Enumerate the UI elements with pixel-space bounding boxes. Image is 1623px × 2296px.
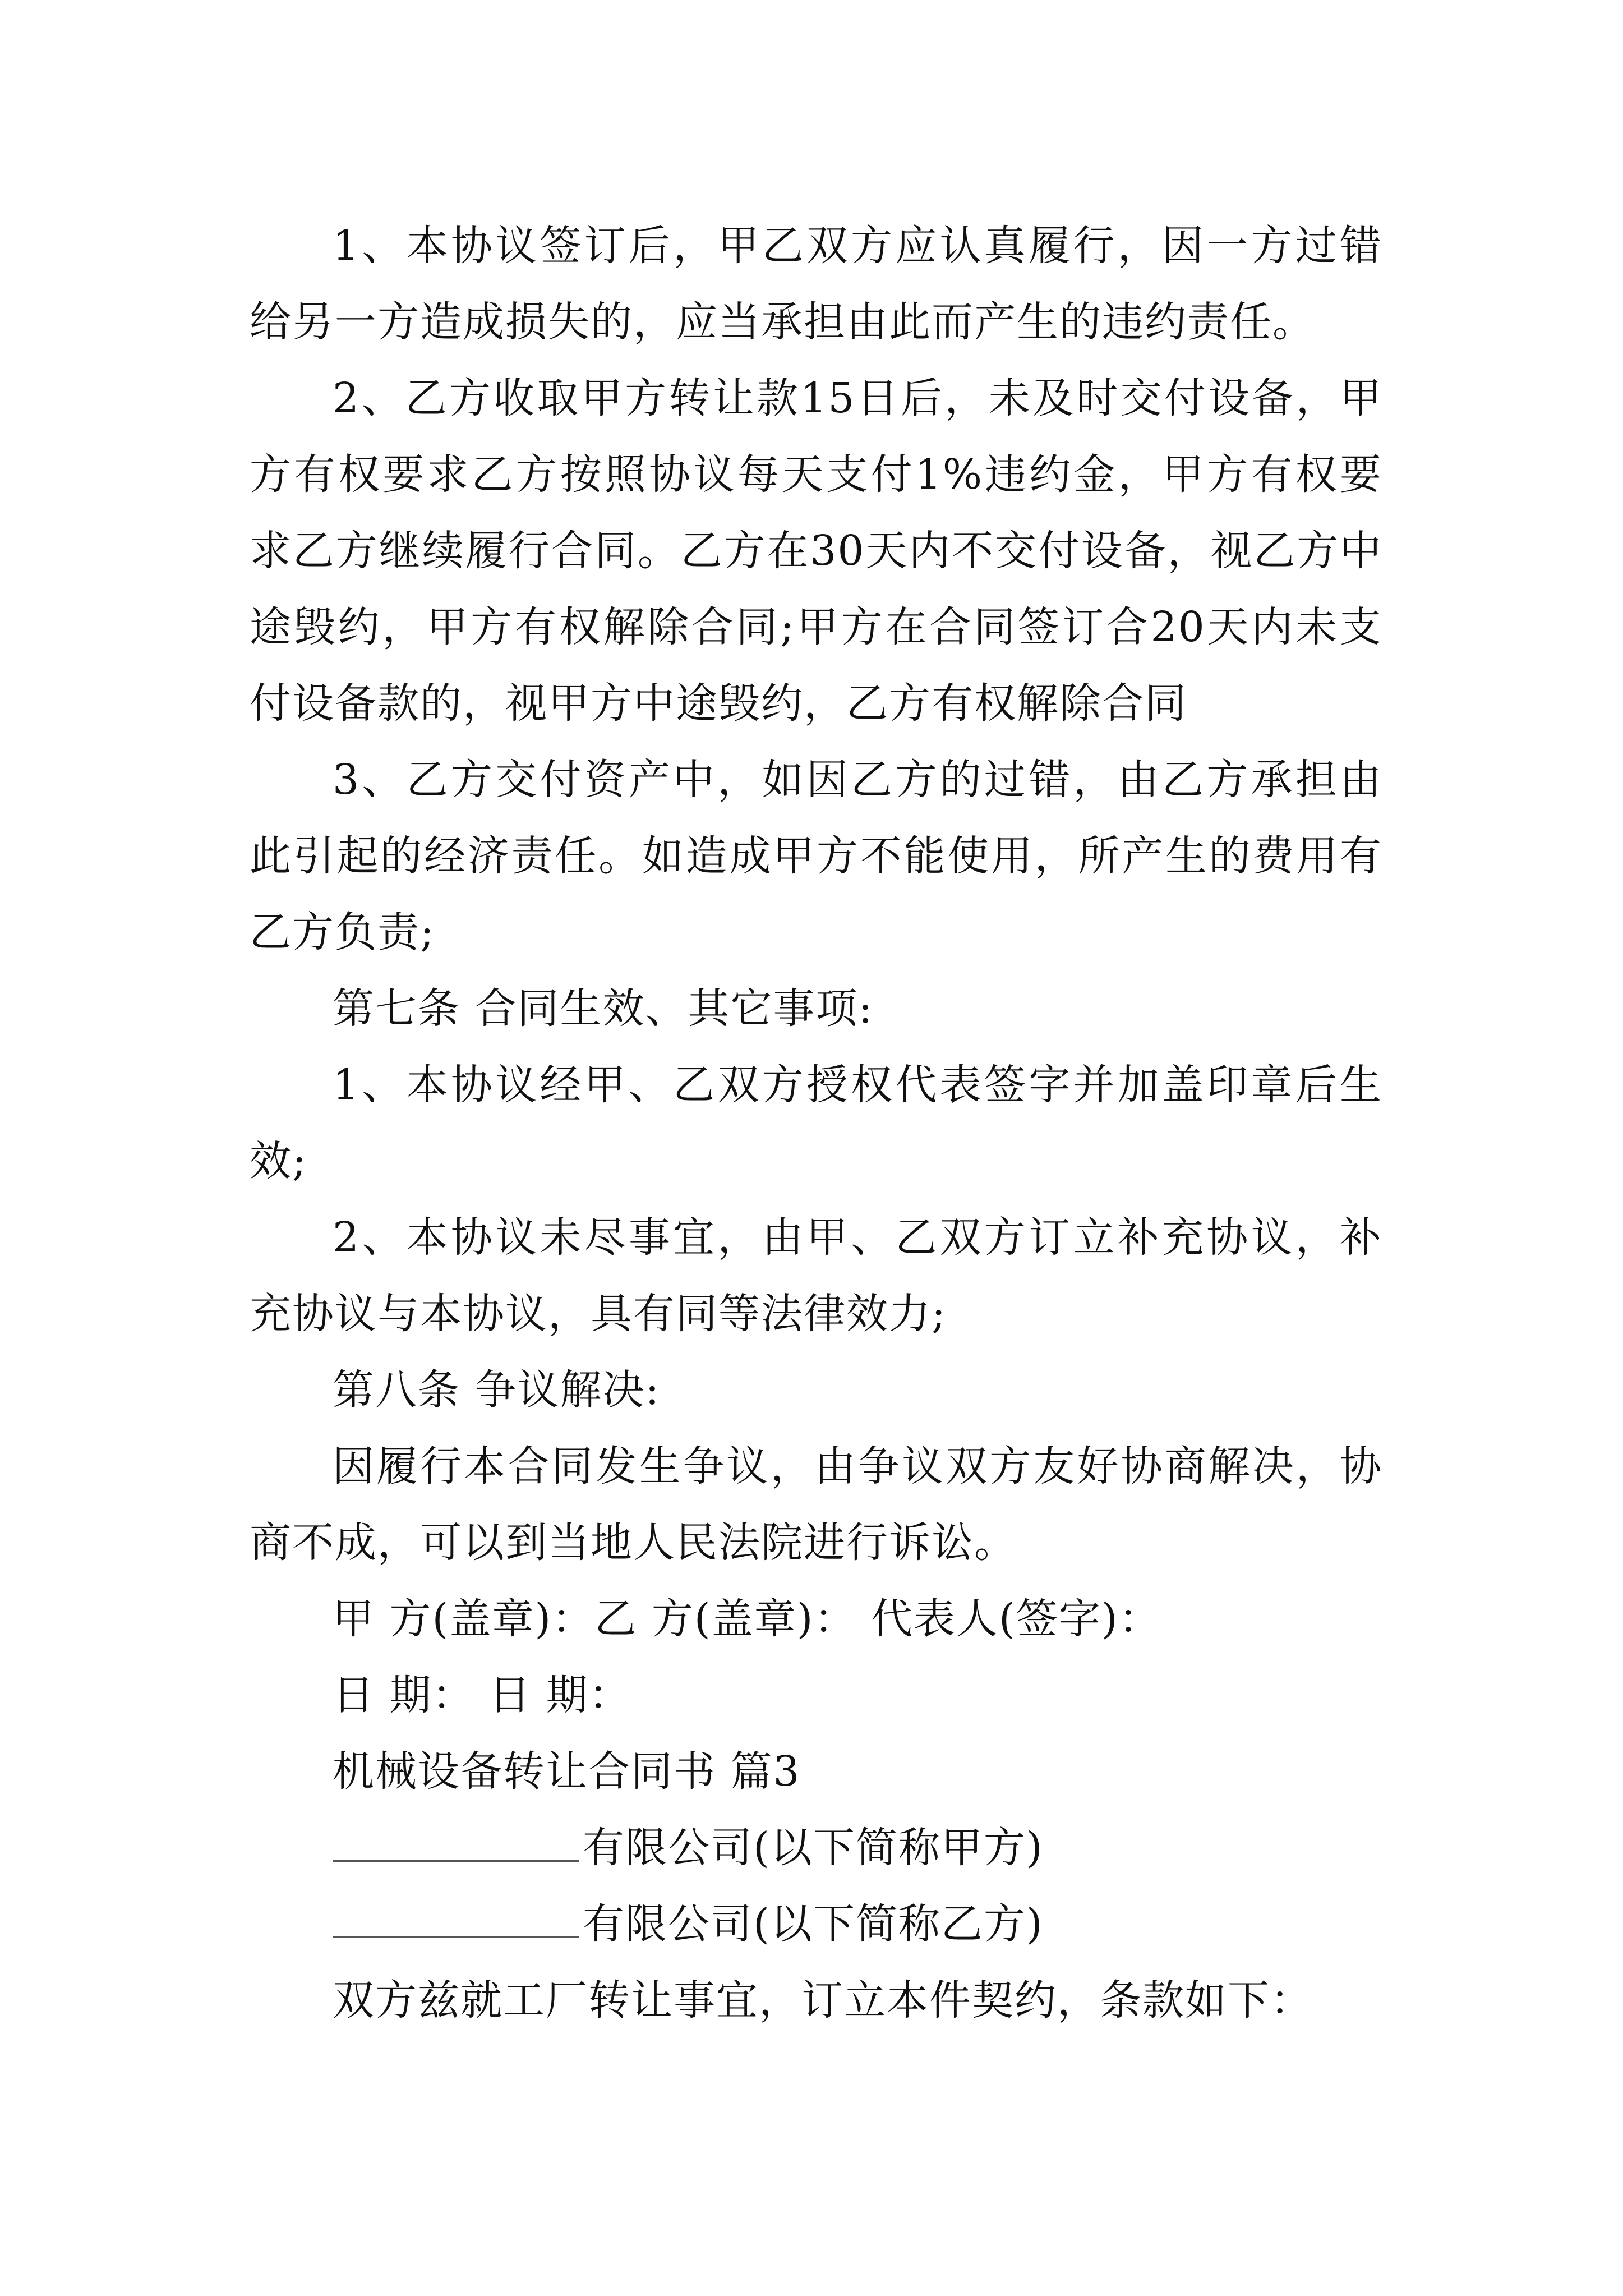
party-b-line (250, 1886, 1382, 1962)
party-b-label: 有限公司(以下简称乙方) (583, 1900, 1044, 1948)
paragraph-supplementary-agreement: 2、本协议未尽事宜，由甲、乙双方订立补充协议，补充协议与本协议，具有同等法律效力; (250, 1213, 1382, 1338)
paragraph-effectiveness: 1、本协议经甲、乙双方授权代表签字并加盖印章后生效; (250, 1061, 1382, 1185)
section-title: 机械设备转让合同书 篇3 (333, 1747, 801, 1796)
terms-intro: 双方兹就工厂转让事宜，订立本件契约，条款如下： (333, 1976, 1313, 2024)
party-a-line (250, 1810, 1382, 1886)
paragraph-delivery-penalty: 2、乙方收取甲方转让款15日后，未及时交付设备，甲方有权要求乙方按照协议每天支付1%违约金，甲方有权要求乙方继续履行合同。乙方在30天内不交付设备，视乙方中途毁约，甲方有权解除合同;甲方在合同签订合20天内未支付设备款的，视甲方中途毁约，乙方有权解除合同 (250, 374, 1382, 728)
paragraph-breach-liability: 1、本协议签订后，甲乙双方应认真履行，因一方过错给另一方造成损失的，应当承担由此而产生的违约责任。 (250, 222, 1382, 346)
date-line: 日 期： 日 期： (333, 1671, 631, 1719)
party-a-blank (333, 1826, 579, 1862)
paragraph-asset-responsibility: 3、乙方交付资产中，如因乙方的过错，由乙方承担由此引起的经济责任。如造成甲方不能使用，所产生的费用有乙方负责; (250, 756, 1382, 956)
article-seven-heading: 第七条 合同生效、其它事项: (333, 984, 874, 1033)
article-eight-heading: 第八条 争议解决: (333, 1366, 661, 1414)
party-a-label: 有限公司(以下简称甲方) (583, 1824, 1044, 1872)
signature-line: 甲 方(盖章)：乙 方(盖章)： 代表人(签字)： (333, 1595, 1161, 1643)
document-body (250, 208, 1382, 2039)
party-b-blank (333, 1903, 579, 1938)
paragraph-dispute-resolution: 因履行本合同发生争议，由争议双方友好协商解决，协商不成，可以到当地人民法院进行诉讼。 (250, 1442, 1382, 1567)
